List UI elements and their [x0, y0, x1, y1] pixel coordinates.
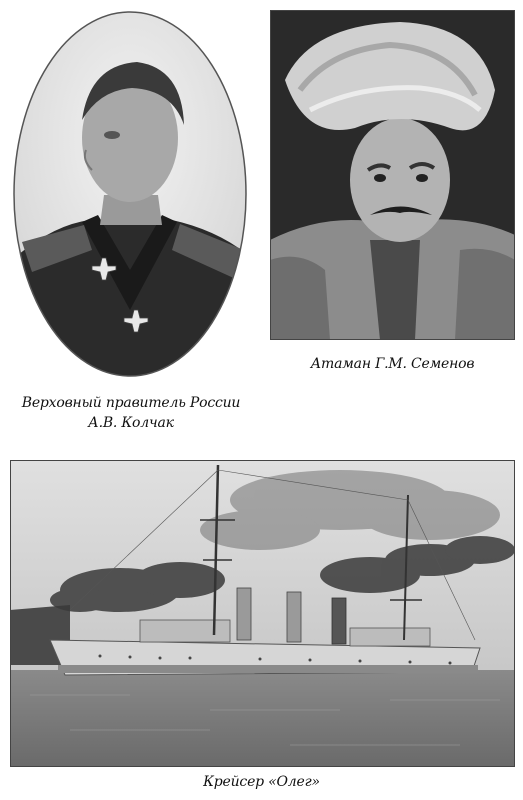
semenov-caption [270, 354, 515, 374]
semenov-portrait [270, 10, 515, 340]
cruiser-oleg-photo [10, 460, 515, 767]
oleg-caption-text: Крейсер «Олег» [203, 774, 320, 790]
semenov-caption-text: Атаман Г.М. Семенов [310, 356, 475, 372]
kolchak-caption-line2: А.В. Колчак [88, 415, 174, 431]
oleg-caption [0, 772, 523, 792]
kolchak-caption-line1: Верховный правитель России [21, 395, 241, 411]
kolchak-caption [0, 393, 262, 433]
kolchak-portrait [12, 10, 248, 378]
